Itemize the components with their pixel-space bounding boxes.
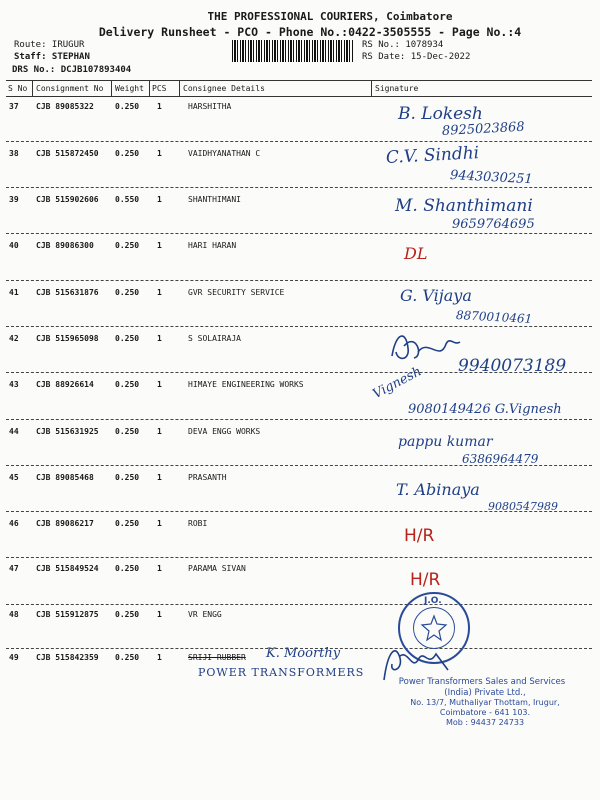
row-signature: G. Vijaya [400,286,472,305]
row-signature-phone: 9940073189 [458,356,567,376]
row-sno: 48 [9,610,19,619]
row-consignment: CJB 515631876 [36,288,99,297]
row-consignment: CJB 515965098 [36,334,99,343]
rs-date: RS Date: 15-Dec-2022 [362,52,471,62]
row-consignment: CJB 515849524 [36,564,99,573]
row-weight: 0.550 [115,195,140,204]
row-separator [6,326,592,327]
row-consignee: HARSHITHA [188,102,232,111]
row-consignment: CJB 88926614 [36,380,94,389]
row-signature-company: POWER TRANSFORMERS [198,666,365,679]
row-weight: 0.250 [115,241,140,250]
seal-emblem-icon [420,614,448,642]
stamp-city: Coimbatore - 641 103. [439,708,531,717]
row-signature: M. Shanthimani [395,196,533,216]
row-weight: 0.250 [115,380,140,389]
row-consignee: S SOLAIRAJA [188,334,241,343]
row-signature: C.V. Sindhi [385,143,480,168]
row-separator [6,604,592,605]
rs-number: RS No.: 1078934 [362,40,444,50]
row-weight: 0.250 [115,427,140,436]
col-divider [371,81,372,96]
row-signature-phone: 6386964479 [462,452,539,466]
row-consignment: CJB 515872450 [36,149,99,158]
row-separator [6,557,592,558]
table-top-rule [6,80,592,81]
row-separator [6,187,592,188]
row-weight: 0.250 [115,288,140,297]
row-consignee: GVR SECURITY SERVICE [188,288,285,297]
staff-label: Staff: STEPHAN [14,52,90,62]
row-pcs: 1 [157,380,162,389]
scribble-signature-icon [384,326,464,366]
row-consignment: CJB 515902606 [36,195,99,204]
row-separator [6,141,592,142]
row-sno: 41 [9,288,19,297]
header-consignee: Consignee Details [183,84,265,93]
row-consignee: VR ENGG [188,610,222,619]
row-signature-phone: 9443030251 [449,168,533,188]
row-sno: 47 [9,564,19,573]
row-sno: 42 [9,334,19,343]
runsheet-subtitle: Delivery Runsheet - PCO - Phone No.:0422-3505555 - Page No.:4 [98,25,522,39]
row-sno: 43 [9,380,19,389]
row-pcs: 1 [157,149,162,158]
row-pcs: 1 [157,653,162,662]
col-divider [32,81,33,96]
row-signature: H/R [410,570,441,590]
row-signature: DL [404,244,428,263]
row-consignee: VAIDHYANATHAN C [188,149,261,158]
row-sno: 37 [9,102,19,111]
route-label: Route: IRUGUR [14,40,85,50]
header-weight: Weight [115,84,144,93]
row-sno: 40 [9,241,19,250]
row-pcs: 1 [157,334,162,343]
drs-number: DRS No.: DCJB107893404 [12,65,132,75]
row-consignee: PARAMA SIVAN [188,564,246,573]
barcode [232,40,354,62]
row-pcs: 1 [157,564,162,573]
row-sno: 49 [9,653,19,662]
row-weight: 0.250 [115,653,140,662]
row-consignment: CJB 89085322 [36,102,94,111]
stamp-mobile: Mob : 94437 24733 [445,718,525,727]
row-weight: 0.250 [115,473,140,482]
row-weight: 0.250 [115,564,140,573]
row-pcs: 1 [157,288,162,297]
row-consignee: DEVA ENGG WORKS [188,427,261,436]
row-pcs: 1 [157,610,162,619]
row-pcs: 1 [157,519,162,528]
row-signature: pappu kumar [398,434,493,450]
row-pcs: 1 [157,241,162,250]
row-sno: 44 [9,427,19,436]
row-sno: 45 [9,473,19,482]
row-weight: 0.250 [115,149,140,158]
row-separator [6,233,592,234]
row-signature: Vignesh [370,364,425,403]
row-pcs: 1 [157,102,162,111]
row-signature: B. Lokesh [398,104,483,124]
row-signature-phone: 8925023868 [441,119,525,139]
col-divider [149,81,150,96]
row-weight: 0.250 [115,334,140,343]
row-consignment: CJB 89085468 [36,473,94,482]
row-signature-phone: 8870010461 [455,308,533,326]
row-signature: H/R [404,526,435,546]
header-sno: S No [8,84,28,93]
row-signature: K. Moorthy [266,646,341,661]
row-pcs: 1 [157,473,162,482]
header-pcs: PCS [152,84,167,93]
stamp-company-name: Power Transformers Sales and Services [398,677,566,687]
row-consignment: CJB 515912875 [36,610,99,619]
row-weight: 0.250 [115,519,140,528]
row-pcs: 1 [157,427,162,436]
company-title: THE PROFESSIONAL COURIERS, Coimbatore [207,10,453,23]
row-consignee: PRASANTH [188,473,227,482]
row-sno: 39 [9,195,19,204]
row-sno: 46 [9,519,19,528]
row-consignee: HIMAYE ENGINEERING WORKS [188,380,304,389]
row-signature-phone: 9659764695 [452,217,535,232]
row-consignee: HARI HARAN [188,241,237,250]
row-consignment: CJB 515842359 [36,653,99,662]
col-divider [179,81,180,96]
row-consignment: CJB 89086300 [36,241,94,250]
table-header-rule [6,96,592,97]
header-consignment: Consignment No [36,84,104,93]
row-consignee: SRIJI RUBBER [188,653,246,662]
row-weight: 0.250 [115,102,140,111]
row-signature: T. Abinaya [396,480,480,499]
row-signature-phone: 9080547989 [488,500,558,513]
row-weight: 0.250 [115,610,140,619]
row-pcs: 1 [157,195,162,204]
row-sno: 38 [9,149,19,158]
row-consignment: CJB 89086217 [36,519,94,528]
row-consignee: SHANTHIMANI [188,195,241,204]
row-separator [6,280,592,281]
row-consignee: ROBI [188,519,208,528]
row-signature-phone: 9080149426 G.Vignesh [408,402,562,417]
col-divider [111,81,112,96]
stamp-company-suffix: (India) Private Ltd., [444,688,526,698]
row-separator [6,419,592,420]
header-signature: Signature [375,84,419,93]
seal-mark: J.O. [424,596,442,606]
row-consignment: CJB 515631925 [36,427,99,436]
stamp-address: No. 13/7, Muthaliyar Thottam, Irugur, [410,698,560,707]
